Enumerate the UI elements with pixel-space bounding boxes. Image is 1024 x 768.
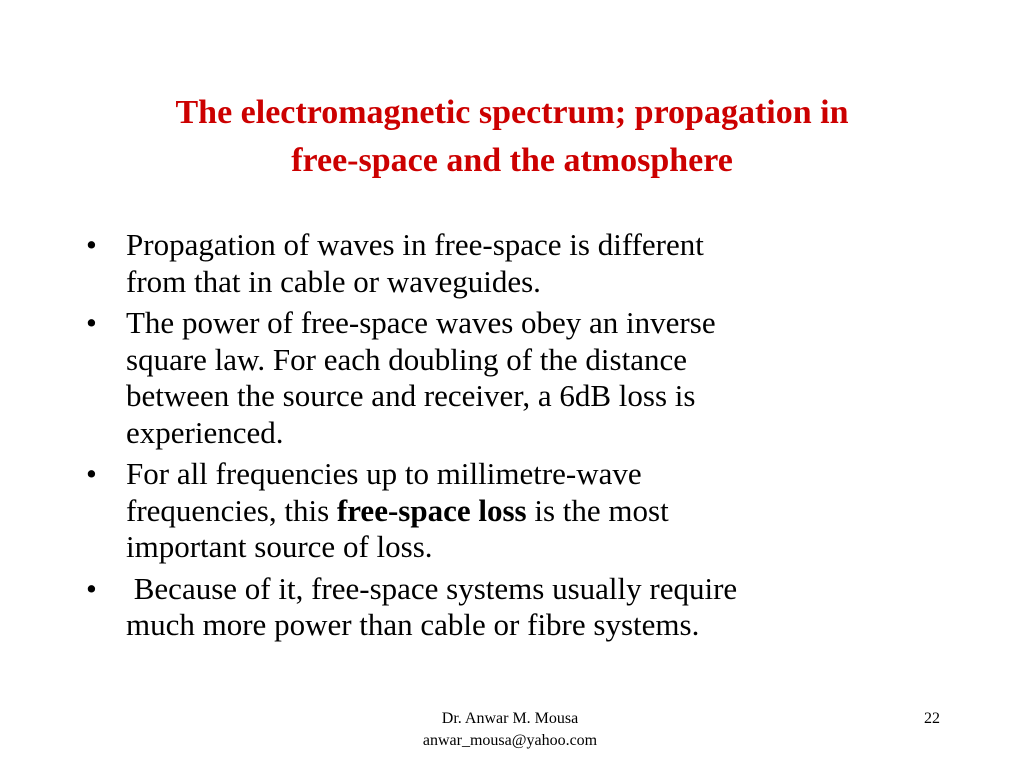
- bullet-3-line-2-end: is the most: [526, 492, 669, 528]
- bullet-1-line-2: from that in cable or waveguides.: [126, 263, 541, 299]
- bullet-marker: •: [86, 456, 97, 491]
- bullet-2-line-2: square law. For each doubling of the distance: [126, 341, 687, 377]
- bullet-3-line-2: [126, 493, 946, 530]
- bullet-3-line-2-start: frequencies, this: [126, 492, 337, 528]
- bullet-marker: •: [86, 227, 97, 262]
- bullet-marker: •: [86, 305, 97, 340]
- free-space-loss-term: free-space loss: [336, 492, 527, 528]
- page-number: 22: [924, 710, 940, 727]
- bullet-2-line-3: between the source and receiver, a 6dB loss is: [126, 378, 696, 413]
- bullet-list: [86, 227, 946, 649]
- bullet-3-line-1: For all frequencies up to millimetre-wave: [126, 456, 642, 491]
- footer-author-block: [340, 708, 680, 752]
- slide-title-line-2: free-space and the atmosphere: [291, 142, 733, 179]
- bullet-2-line-1: The power of free-space waves obey an inverse: [126, 305, 716, 340]
- slide-title: [60, 89, 964, 185]
- bullet-item-4: [86, 571, 946, 644]
- bullet-3-line-3: important source of loss.: [126, 529, 433, 564]
- bullet-2-line-4: experienced.: [126, 414, 284, 450]
- bullet-item-1: [86, 227, 946, 300]
- bullet-4-line-2: much more power than cable or fibre systems.: [126, 607, 700, 642]
- bullet-item-2: [86, 305, 946, 451]
- footer-email: anwar_mousa@yahoo.com: [422, 732, 598, 749]
- bullet-item-3: [86, 456, 946, 566]
- slide-title-line-1: The electromagnetic spectrum; propagation in: [175, 94, 849, 131]
- bullet-1-line-1: Propagation of waves in free-space is different: [126, 227, 704, 262]
- bullet-4-line-1: Because of it, free-space systems usually require: [126, 570, 738, 606]
- bullet-marker: •: [86, 570, 97, 606]
- footer-author: Dr. Anwar M. Mousa: [441, 710, 579, 727]
